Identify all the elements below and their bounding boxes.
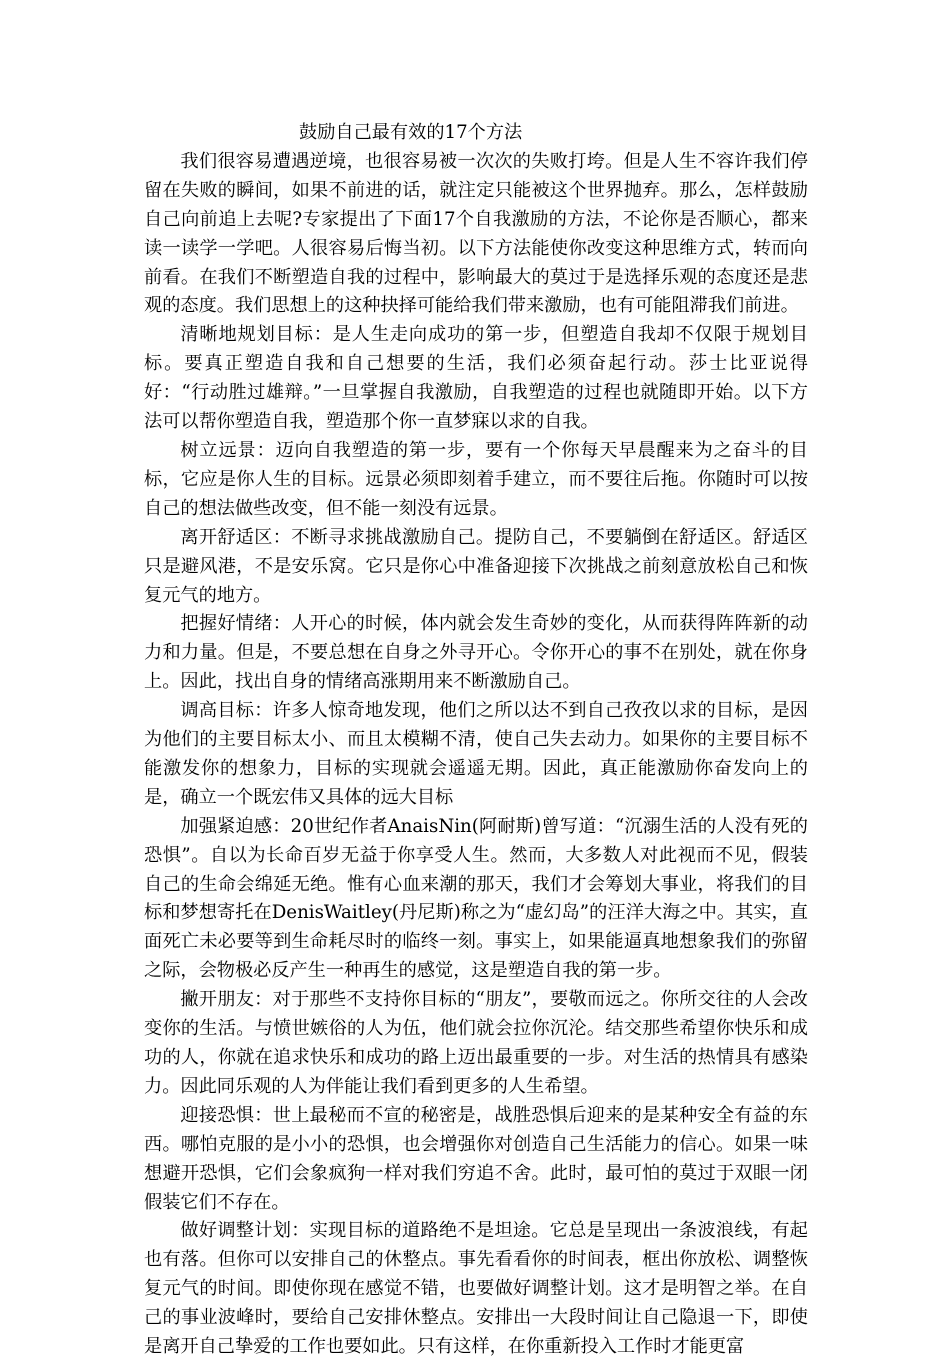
paragraph-urgency: 加强紧迫感：20世纪作者AnaisNin(阿耐斯)曾写道：“沉溺生活的人没有死的恐惧”。自以为长命百岁无益于你享受人生。然而，大多数人对此视而不见，假装自己的生命会绵延无绝。惟有心血来潮的那天，我们才会筹划大事业，将我们的目标和梦想寄托在DenisWaitley(丹尼斯)称之为“虚幻岛”的汪洋大海之中。其实，直面死亡未必要等到生命耗尽时的临终一刻。事实上，如果能逼真地想象我们的弥留之际，会物极必反产生一种再生的感觉，这是塑造自我的第一步。: [144, 815, 808, 982]
paragraph-vision: 树立远景：迈向自我塑造的第一步，要有一个你每天早晨醒来为之奋斗的目标，它应是你人生的目标。远景必须即刻着手建立，而不要往后拖。你随时可以按自己的想法做些改变，但不能一刻没有远景。: [144, 439, 808, 519]
document-title: 鼓励自己最有效的17个方法: [299, 122, 523, 143]
document-body: [144, 119, 808, 1362]
paragraph-friends: 撇开朋友：对于那些不支持你目标的“朋友”，要敬而远之。你所交往的人会改变你的生活。与愤世嫉俗的人为伍，他们就会拉你沉沦。结交那些希望你快乐和成功的人，你就在追求快乐和成功的路上迈出最重要的一步。对生活的热情具有感染力。因此同乐观的人为伴能让我们看到更多的人生希望。: [144, 989, 808, 1097]
paragraph-adjust-plan: 做好调整计划：实现目标的道路绝不是坦途。它总是呈现出一条波浪线，有起也有落。但你可以安排自己的休整点。事先看看你的时间表，框出你放松、调整恢复元气的时间。即使你现在感觉不错，也要做好调整计划。这才是明智之举。在自己的事业波峰时，要给自己安排休整点。安排出一大段时间让自己隐退一下，即使是离开自己挚爱的工作也要如此。只有这样，在你重新投入工作时才能更富: [144, 1220, 808, 1358]
paragraph-comfort-zone: 离开舒适区：不断寻求挑战激励自己。提防自己，不要躺倒在舒适区。舒适区只是避风港，不是安乐窝。它只是你心中准备迎接下次挑战之前刻意放松自己和恢复元气的地方。: [144, 526, 808, 606]
paragraph-intro: 我们很容易遭遇逆境，也很容易被一次次的失败打垮。但是人生不容许我们停留在失败的瞬间，如果不前进的话，就注定只能被这个世界抛弃。那么，怎样鼓励自己向前追上去呢?专家提出了下面17个自我激励的方法，不论你是否顺心，都来读一读学一学吧。人很容易后悔当初。以下方法能使你改变这种思维方式，转而向前看。在我们不断塑造自我的过程中，影响最大的莫过于是选择乐观的态度还是悲观的态度。我们思想上的这种抉择可能给我们带来激励，也有可能阻滞我们前进。: [144, 150, 808, 317]
paragraph-plan-goals: 清晰地规划目标：是人生走向成功的第一步，但塑造自我却不仅限于规划目标。要真正塑造自我和自己想要的生活，我们必须奋起行动。莎士比亚说得好：“行动胜过雄辩。”一旦掌握自我激励，自我塑造的过程也就随即开始。以下方法可以帮你塑造自我，塑造那个你一直梦寐以求的自我。: [144, 324, 808, 433]
paragraph-emotions: 把握好情绪：人开心的时候，体内就会发生奇妙的变化，从而获得阵阵新的动力和力量。但是，不要总想在自身之外寻开心。令你开心的事不在别处，就在你身上。因此，找出自身的情绪高涨期用来不断激励自己。: [144, 613, 808, 693]
paragraph-fear: 迎接恐惧：世上最秘而不宣的秘密是，战胜恐惧后迎来的是某种安全有益的东西。哪怕克服的是小小的恐惧，也会增强你对创造自己生活能力的信心。如果一味想避开恐惧，它们会象疯狗一样对我们穷追不舍。此时，最可怕的莫过于双眼一闭假装它们不存在。: [144, 1104, 808, 1213]
paragraph-raise-goals: 调高目标：许多人惊奇地发现，他们之所以达不到自己孜孜以求的目标，是因为他们的主要目标太小、而且太模糊不清，使自己失去动力。如果你的主要目标不能激发你的想象力，目标的实现就会遥遥无期。因此，真正能激励你奋发向上的是，确立一个既宏伟又具体的远大目标: [144, 700, 808, 808]
